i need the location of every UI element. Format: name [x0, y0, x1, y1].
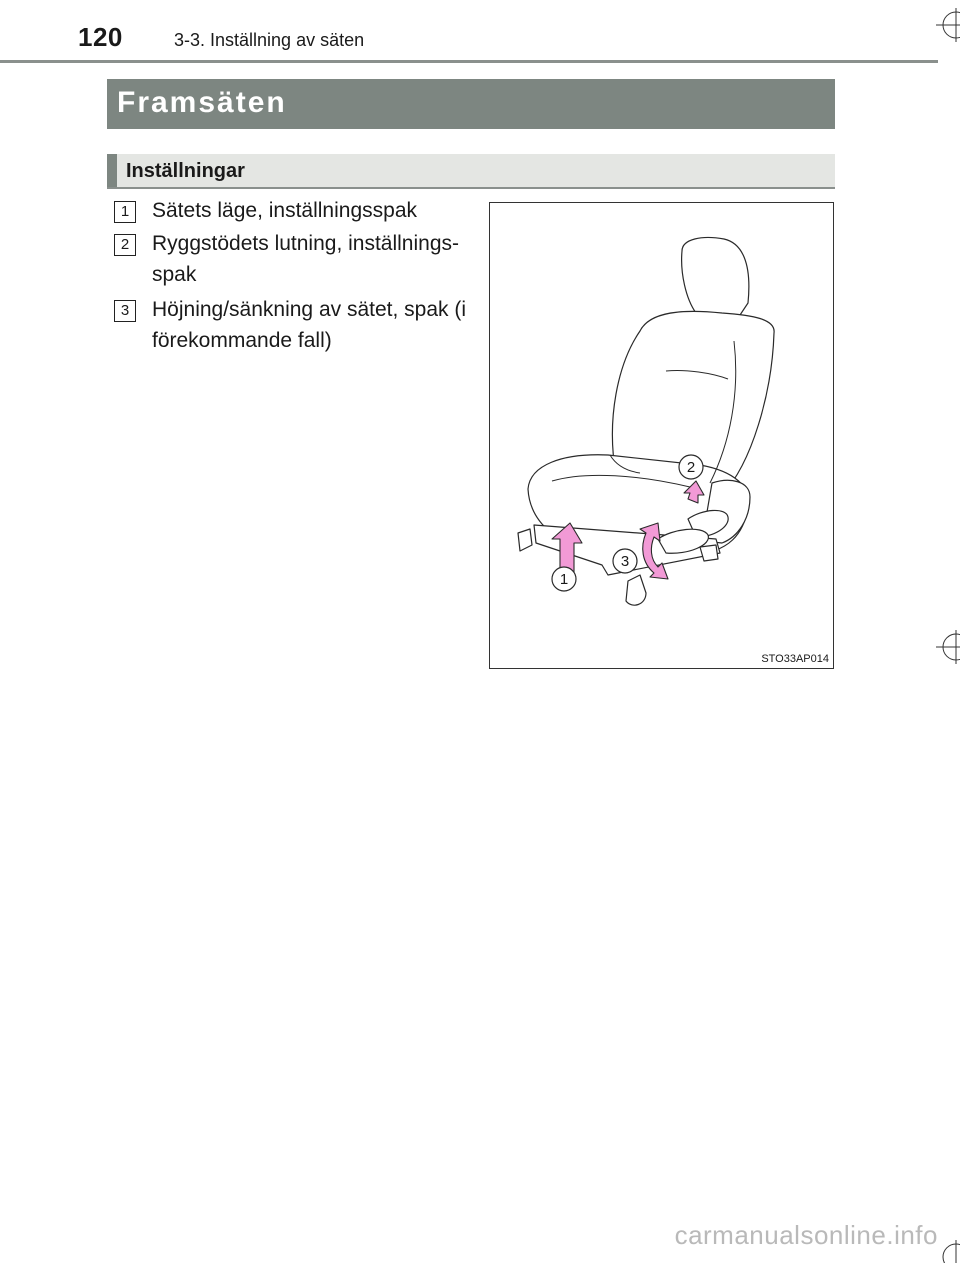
registration-mark-middle — [936, 630, 960, 664]
registration-mark-top — [936, 8, 960, 42]
item-number-badge: 2 — [114, 234, 136, 256]
subsection-bar — [107, 154, 835, 189]
item-number-badge: 3 — [114, 300, 136, 322]
item-text: Ryggstödets lutning, inställnings-spak — [152, 232, 460, 286]
watermark: carmanualsonline.info — [674, 1220, 938, 1250]
subsection-accent — [107, 154, 117, 187]
figure-code: STO33AP014 — [761, 653, 829, 665]
callout-1-label: 1 — [559, 571, 569, 588]
seat-illustration — [490, 203, 833, 668]
registration-mark-bottom — [936, 1240, 960, 1263]
item-text: Höjning/sänkning av sätet, spak (i förekommande fall) — [152, 298, 467, 352]
list-item — [114, 228, 478, 290]
item-number-badge: 1 — [114, 201, 136, 223]
list-item — [114, 294, 478, 356]
header-rule — [0, 60, 938, 63]
page-title: Framsäten — [117, 86, 287, 119]
page-number: 120 — [78, 22, 123, 52]
section-path: 3-3. Inställning av säten — [174, 30, 365, 50]
list-item — [114, 195, 478, 226]
callout-3-label: 3 — [620, 553, 630, 570]
subsection-title: Inställningar — [126, 160, 245, 182]
page-title-bar — [107, 79, 835, 129]
seat-figure — [489, 202, 834, 669]
callout-2-label: 2 — [686, 459, 696, 476]
item-text: Sätets läge, inställningsspak — [152, 199, 417, 222]
